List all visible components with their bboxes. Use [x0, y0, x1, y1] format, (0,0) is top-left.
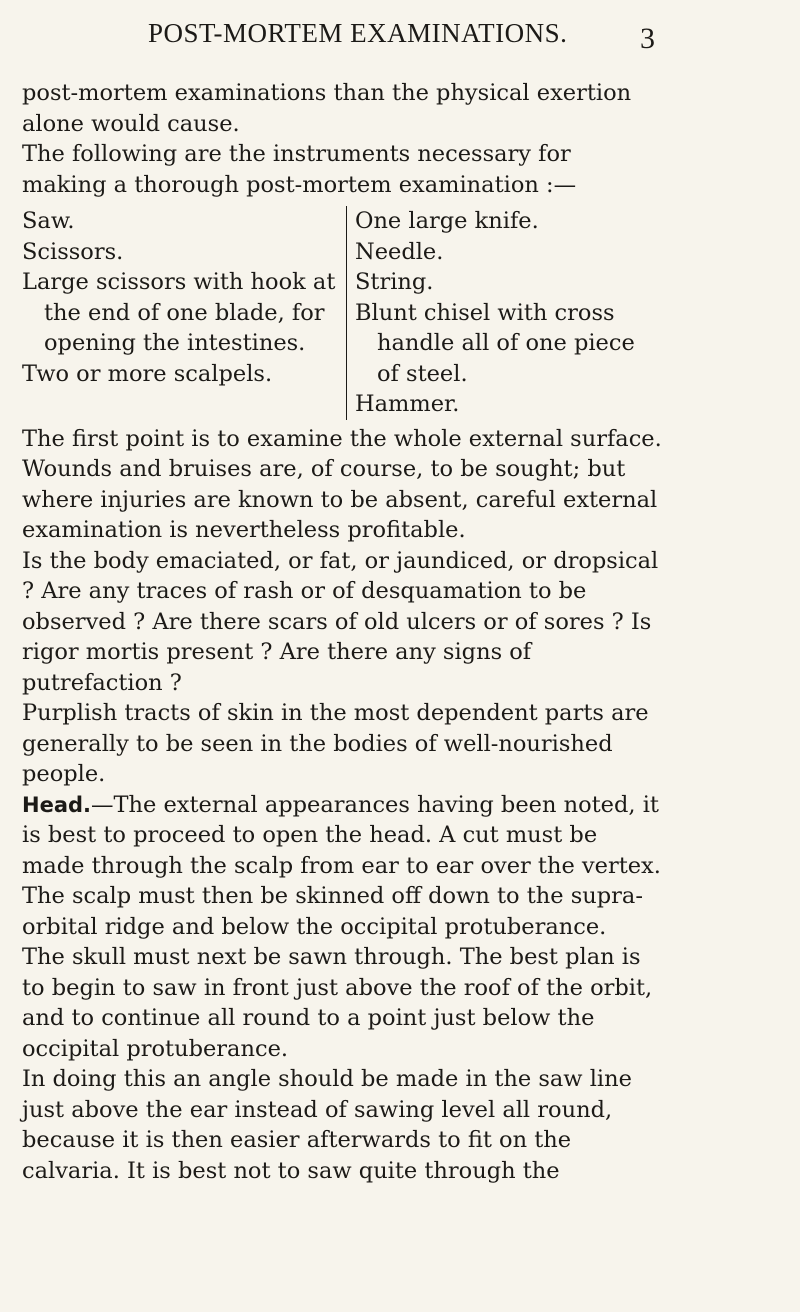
paragraph-head-text: —The external appearances having been noted, it is best to proceed to open the head. A cut must be made through the scalp from ear to ear over the vertex. [22, 791, 661, 879]
paragraph-scalp: The scalp must then be skinned off down to the supra-orbital ridge and below the occipital protuberance. [22, 883, 643, 940]
body-text [22, 78, 662, 1186]
paragraph-saw-angle: In doing this an angle should be made in the saw line just above the ear instead of sawing level all round, because it is then easier afterwards to fit on the calvaria. It is best not to saw quite through the [22, 1066, 632, 1184]
instrument-item: Blunt chisel with cross handle all of one piece of steel. [355, 299, 635, 387]
instrument-list [22, 206, 662, 420]
instrument-item: Needle. [355, 238, 444, 265]
instrument-item: Large scissors with hook at the end of one blade, for opening the intestines. [22, 269, 336, 356]
section-heading-head: Head. [22, 792, 91, 817]
running-head [0, 18, 800, 58]
paragraph-purplish-tracts: Purplish tracts of skin in the most dependent parts are generally to be seen in the bodies of well-nourished people. [22, 700, 649, 787]
instrument-column-right [347, 206, 662, 420]
paragraph-continued: post-mortem examinations than the physical exertion alone would cause. [22, 80, 632, 137]
paragraph-head [22, 790, 662, 882]
instrument-item: One large knife. [355, 208, 539, 234]
instrument-item: Saw. [22, 208, 75, 234]
instrument-item: String. [355, 269, 434, 295]
instrument-item: Two or more scalpels. [22, 360, 273, 387]
paragraph-skull: The skull must next be sawn through. The best plan is to begin to saw in front just above the roof of the orbit, and to continue all round to a point just below the occipital protuberance. [22, 944, 653, 1062]
page-number: 3 [640, 22, 655, 55]
instrument-item: Hammer. [355, 391, 460, 417]
paragraph-instruments-intro: The following are the instruments necessary for making a thorough post-mortem examination :— [22, 141, 577, 198]
paragraph-questions: Is the body emaciated, or fat, or jaundiced, or dropsical ? Are any traces of rash or of desquamation to be observed ? Are there scars of old ulcers or of sores ? Is rigor mortis present ? Are there any signs of putrefaction ? [22, 547, 659, 696]
instrument-item: Scissors. [22, 238, 124, 265]
paragraph-external-exam: The first point is to examine the whole external surface. Wounds and bruises are, of course, to be sought; but where injuries are known to be absent, careful external examination is nevertheless profitable. [22, 425, 662, 543]
running-title: POST-MORTEM EXAMINATIONS. [148, 18, 568, 48]
instrument-column-left [22, 206, 347, 420]
